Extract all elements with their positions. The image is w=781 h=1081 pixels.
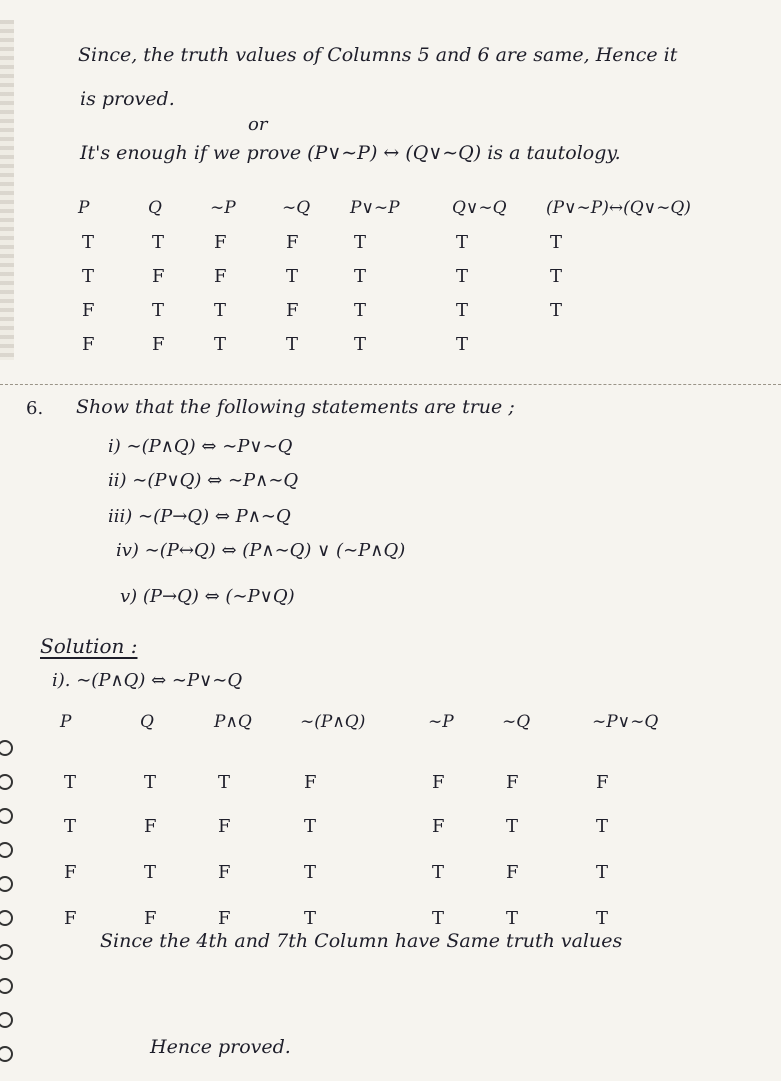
binding-ring (0, 876, 13, 892)
spiral-binding (0, 740, 14, 1080)
question-number: 6. (26, 398, 44, 419)
column-header: P (78, 198, 90, 218)
truth-value-cell: T (64, 816, 77, 837)
binding-ring (0, 944, 13, 960)
truth-value-cell: F (506, 772, 519, 793)
column-header: Q (148, 198, 162, 218)
truth-value-cell: F (596, 772, 609, 793)
truth-value-cell: T (214, 300, 227, 321)
column-header: ∼Q (502, 712, 531, 732)
binding-ring (0, 774, 13, 790)
truth-value-cell: F (82, 334, 95, 355)
truth-value-cell: T (152, 232, 165, 253)
conclusion-line-2: Hence proved. (150, 1036, 291, 1058)
truth-value-cell: T (550, 232, 563, 253)
truth-value-cell: F (432, 772, 445, 793)
question-text: Show that the following statements are true ; (76, 396, 515, 418)
truth-value-cell: T (82, 232, 95, 253)
question-item: v) (P→Q) ⇔ (∼P∨Q) (120, 586, 295, 607)
truth-value-cell: T (144, 862, 157, 883)
truth-value-cell: T (432, 862, 445, 883)
truth-value-cell: T (286, 334, 299, 355)
binding-ring (0, 740, 13, 756)
truth-value-cell: F (214, 266, 227, 287)
truth-value-cell: T (286, 266, 299, 287)
truth-value-cell: T (64, 772, 77, 793)
truth-value-cell: F (286, 232, 299, 253)
truth-value-cell: T (550, 266, 563, 287)
truth-value-cell: F (64, 862, 77, 883)
solution-part: i). ∼(P∧Q) ⇔ ∼P∨∼Q (52, 670, 243, 691)
column-header: P (60, 712, 72, 732)
or-separator: or (248, 114, 268, 135)
truth-value-cell: T (596, 908, 609, 929)
truth-value-cell: T (550, 300, 563, 321)
column-header: P∨∼P (350, 198, 400, 218)
question-item: iv) ∼(P↔Q) ⇔ (P∧∼Q) ∨ (∼P∧Q) (116, 540, 406, 561)
truth-value-cell: F (64, 908, 77, 929)
truth-value-cell: T (354, 232, 367, 253)
truth-value-cell: F (218, 862, 231, 883)
truth-value-cell: T (218, 772, 231, 793)
intro-line-3: It's enough if we prove (P∨∼P) ↔ (Q∨∼Q) is a tautology. (80, 142, 621, 164)
question-item: iii) ∼(P→Q) ⇔ P∧∼Q (108, 506, 291, 527)
truth-value-cell: F (144, 908, 157, 929)
truth-value-cell: T (506, 816, 519, 837)
truth-value-cell: F (144, 816, 157, 837)
binding-ring (0, 1046, 13, 1062)
column-header: (P∨∼P)↔(Q∨∼Q) (546, 198, 691, 218)
truth-value-cell: T (432, 908, 445, 929)
truth-value-cell: T (456, 334, 469, 355)
column-header: Q∨∼Q (452, 198, 507, 218)
truth-value-cell: F (214, 232, 227, 253)
binding-ring (0, 1012, 13, 1028)
truth-value-cell: T (304, 862, 317, 883)
truth-value-cell: T (214, 334, 227, 355)
truth-value-cell: T (304, 816, 317, 837)
truth-value-cell: T (144, 772, 157, 793)
truth-value-cell: F (152, 334, 165, 355)
truth-value-cell: T (456, 266, 469, 287)
column-header: Q (140, 712, 154, 732)
solution-heading: Solution : (40, 634, 138, 658)
truth-value-cell: T (354, 300, 367, 321)
truth-value-cell: T (596, 816, 609, 837)
page-binding-edge (0, 20, 14, 360)
truth-value-cell: T (152, 300, 165, 321)
truth-value-cell: T (506, 908, 519, 929)
truth-value-cell: F (432, 816, 445, 837)
truth-value-cell: T (304, 908, 317, 929)
column-header: ∼P∨∼Q (592, 712, 659, 732)
truth-value-cell: T (354, 266, 367, 287)
truth-value-cell: F (506, 862, 519, 883)
truth-value-cell: F (152, 266, 165, 287)
truth-value-cell: T (456, 300, 469, 321)
conclusion-line-1: Since the 4th and 7th Column have Same truth values (100, 930, 623, 952)
truth-value-cell: F (218, 816, 231, 837)
section-divider (0, 384, 781, 385)
column-header: ∼P (210, 198, 236, 218)
column-header: ∼Q (282, 198, 311, 218)
binding-ring (0, 808, 13, 824)
truth-value-cell: T (456, 232, 469, 253)
column-header: ∼P (428, 712, 454, 732)
truth-value-cell: F (286, 300, 299, 321)
question-item: i) ∼(P∧Q) ⇔ ∼P∨∼Q (108, 436, 293, 457)
intro-line-2: is proved. (80, 88, 175, 110)
truth-value-cell: T (82, 266, 95, 287)
column-header: ∼(P∧Q) (300, 712, 366, 732)
binding-ring (0, 842, 13, 858)
question-item: ii) ∼(P∨Q) ⇔ ∼P∧∼Q (108, 470, 299, 491)
truth-value-cell: F (218, 908, 231, 929)
truth-value-cell: F (82, 300, 95, 321)
intro-line-1: Since, the truth values of Columns 5 and 6 are same, Hence it (78, 44, 678, 66)
binding-ring (0, 910, 13, 926)
binding-ring (0, 978, 13, 994)
truth-value-cell: T (596, 862, 609, 883)
truth-value-cell: F (304, 772, 317, 793)
truth-value-cell: T (354, 334, 367, 355)
column-header: P∧Q (214, 712, 252, 732)
